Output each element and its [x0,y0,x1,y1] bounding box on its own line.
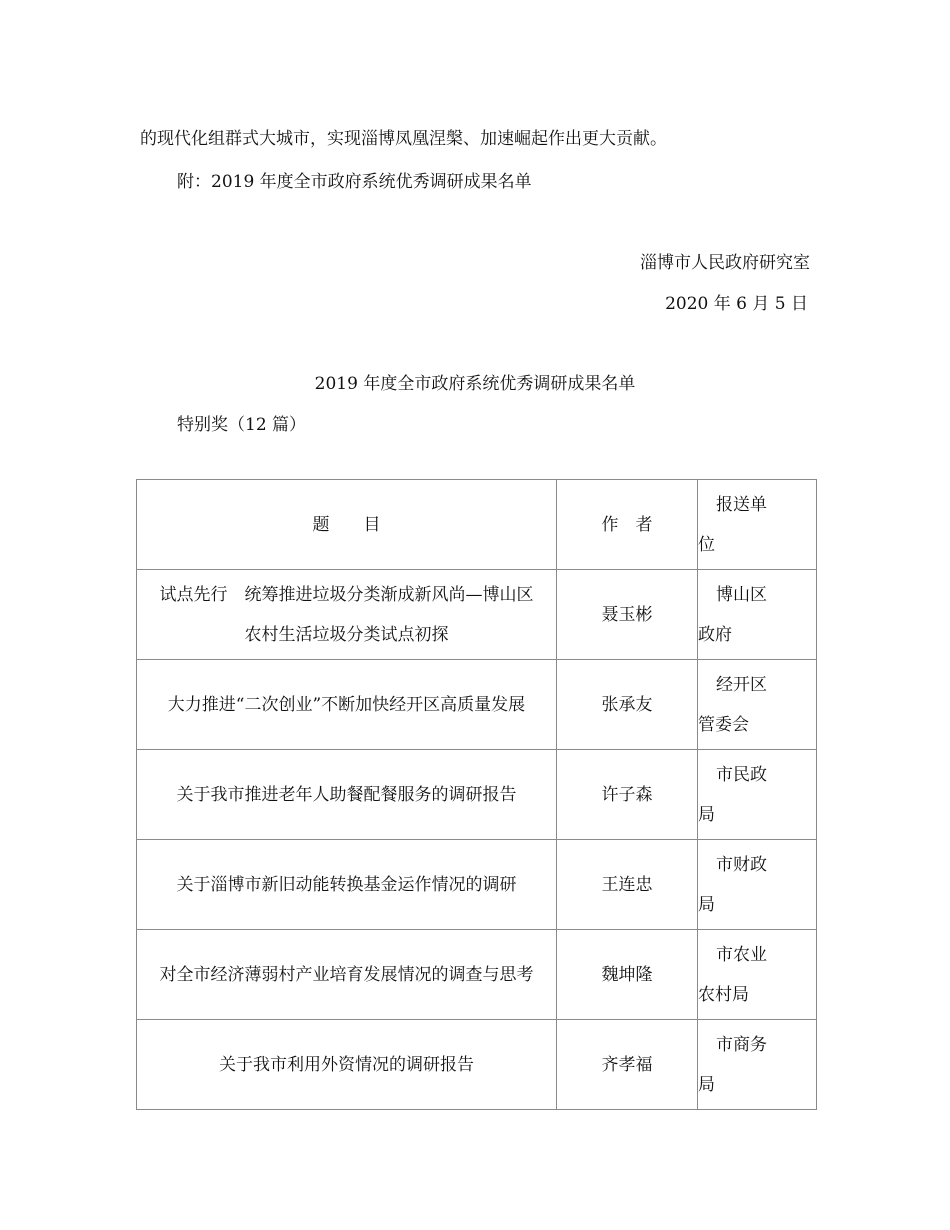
table-row [137,1020,817,1110]
row-unit [698,570,817,660]
header-author: 作 者 [557,480,698,570]
attachment-line: 附：2019 年度全市政府系统优秀调研成果名单 [177,172,532,192]
row-author: 张承友 [557,660,698,750]
paragraph-end: 的现代化组群式大城市，实现淄博凤凰涅槃、加速崛起作出更大贡献。 [140,129,667,149]
list-title: 2019 年度全市政府系统优秀调研成果名单 [314,374,636,394]
row-unit [698,660,817,750]
issuer-name: 淄博市人民政府研究室 [640,253,810,273]
row-title [137,660,557,750]
row-title-text: 关于我市推进老年人助餐配餐服务的调研报告 [176,784,517,805]
row-unit [698,1020,817,1110]
row-unit-text: 博山区政府 [698,584,767,645]
row-title-text: 对全市经济薄弱村产业培育发展情况的调查与思考 [159,964,534,985]
award-table [136,479,817,1110]
row-unit [698,930,817,1020]
prize-heading: 特别奖（12 篇） [177,415,307,435]
row-author: 魏坤隆 [557,930,698,1020]
row-title [137,840,557,930]
row-title-text: 大力推进“二次创业”不断加快经开区高质量发展 [167,694,526,715]
row-unit-text: 市财政局 [698,854,767,915]
issue-date: 2020 年 6 月 5 日 [665,294,808,314]
row-author: 聂玉彬 [557,570,698,660]
row-unit-text: 经开区管委会 [698,674,767,735]
table-row [137,660,817,750]
table-row [137,930,817,1020]
table-row [137,570,817,660]
row-author: 王连忠 [557,840,698,930]
row-unit-text: 市农业农村局 [698,944,767,1005]
table-row [137,840,817,930]
row-title-text: 关于我市利用外资情况的调研报告 [219,1054,474,1075]
table-header-row [137,480,817,570]
header-unit [698,480,817,570]
row-author: 齐孝福 [557,1020,698,1110]
row-author: 许子森 [557,750,698,840]
header-unit-text: 报送单位 [698,494,767,555]
row-title-text: 关于淄博市新旧动能转换基金运作情况的调研 [176,874,517,895]
row-title-text: 试点先行 统筹推进垃圾分类渐成新风尚—博山区农村生活垃圾分类试点初探 [159,584,534,645]
row-title [137,750,557,840]
header-title: 题 目 [137,480,557,570]
row-title [137,570,557,660]
row-unit [698,840,817,930]
row-title [137,930,557,1020]
row-title [137,1020,557,1110]
row-unit-text: 市民政局 [698,764,767,825]
row-unit-text: 市商务局 [698,1034,767,1095]
row-unit [698,750,817,840]
table-row [137,750,817,840]
